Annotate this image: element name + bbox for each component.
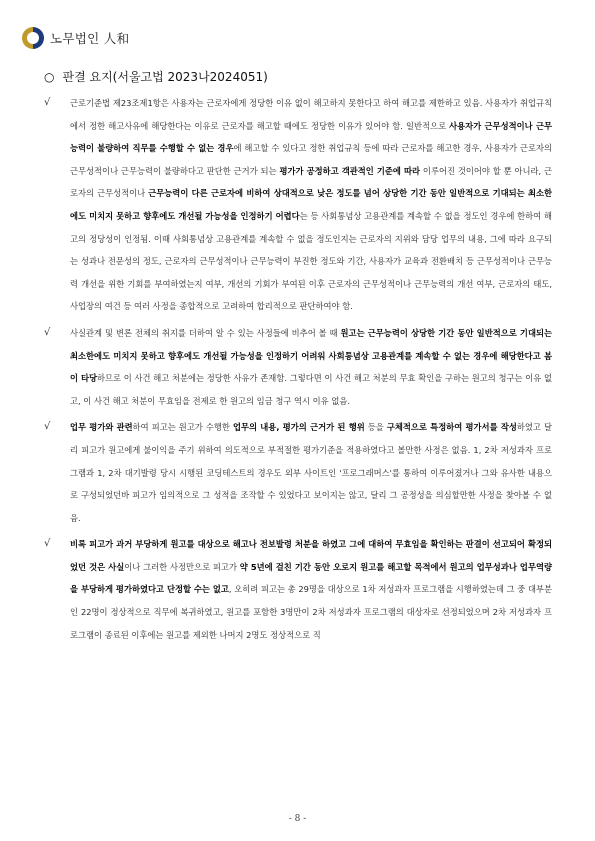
paragraph-3 <box>70 416 552 529</box>
header-logo <box>22 27 129 49</box>
paragraph-2 <box>70 322 552 412</box>
body-text: 하였고 달리 피고가 원고에게 불이익을 주기 위하여 의도적으로 부적절한 평가기준을 적용하였다고 볼만한 사정은 없음. 1, 2차 저성과자 프로그램과 1, 2차 대기발령 당시 시행된 코딩테스트의 경우도 외부 사이트인 '프로그래머스'를 통하여 이루어졌거나 그와 유사한 내용으로 구성되었던바 피고가 임의적으로 그 성적을 조작할 수 있었다고 보이지는 않고, 달리 그 공정성을 의심할만한 사정을 찾아볼 수 없음. <box>70 422 552 523</box>
emphasized-text: 업무 평가와 관련 <box>70 422 133 433</box>
check-mark-icon: √ <box>44 538 51 550</box>
circle-bullet-icon: ○ <box>44 70 55 84</box>
emphasized-text: 구체적으로 특정하여 평가서를 작성 <box>386 422 517 433</box>
ruling-item <box>44 322 552 412</box>
page-number: - 8 - <box>288 814 307 824</box>
emphasized-text: 사용자가 근무성적이나 근무능력이 불량하여 직무를 수행할 수 없는 경우 <box>70 120 552 154</box>
emphasized-text: 평가가 공정하고 객관적인 기준에 따라 <box>279 165 421 176</box>
inhwa-logo-icon <box>22 27 44 49</box>
body-text: 하므로 이 사건 해고 처분에는 정당한 사유가 존재함. 그렇다면 이 사건 해고 처분의 무효 확인을 구하는 원고의 청구는 이유 없고, 이 사건 해고 처분이 무효임을 전제로 한 원고의 임금 청구 역시 이유 없음. <box>70 373 552 406</box>
section-title: 판결 요지(서울고법 2023나2024051) <box>62 70 268 84</box>
org-name: 노무법인 人和 <box>50 31 130 46</box>
body-text: 이나 그러한 사정만으로 피고가 <box>124 561 240 572</box>
body-text: 이루어진 것이어야 할 뿐 아니라, 근로자의 근무성적이나 <box>70 165 553 199</box>
check-mark-icon: √ <box>44 421 51 433</box>
check-mark-icon: √ <box>44 326 51 338</box>
ruling-item <box>44 92 552 318</box>
emphasized-text: 약 5년에 걸친 기간 동안 오로지 원고를 해고할 목적에서 원고의 업무성과나 업무역량을 부당하게 평가하였다고 단정할 수는 없고 <box>70 561 552 595</box>
emphasized-text: 근무능력이 다른 근로자에 비하여 상대적으로 낮은 정도를 넘어 상당한 기간 동안 일반적으로 기대되는 최소한에도 미치지 못하고 향후에도 개선될 가능성을 인정하기 어렵다 <box>70 188 552 221</box>
body-text: 하여 피고는 원고가 수행한 <box>132 422 233 433</box>
section-heading <box>44 68 268 85</box>
paragraph-1 <box>70 92 552 318</box>
paragraph-4 <box>70 533 552 646</box>
emphasized-text: 비록 피고가 과거 부당하게 원고를 대상으로 해고나 전보발령 처분을 하였고 그에 대하여 무효임을 확인하는 판결이 선고되어 확정되었던 것은 사실 <box>70 539 552 572</box>
body-text: 근로기준법 제23조제1항은 사용자는 근로자에게 정당한 이유 없이 해고하지 못한다고 하여 해고를 제한하고 있음. 사용자가 취업규칙에서 정한 해고사유에 해당한다는 이유로 근로자를 해고할 때에도 정당한 이유가 있어야 함. 일반적으로 <box>70 98 552 131</box>
emphasized-text: 원고는 근무능력이 상당한 기간 동안 일반적으로 기대되는 최소한에도 미치지 못하고 향후에도 개선될 가능성을 인정하기 어려워 사회통념상 고용관계를 계속할 수 없는 경우에 해당한다고 봄이 타당 <box>70 327 552 384</box>
body-text: , 오히려 피고는 총 29명을 대상으로 1차 저성과자 프로그램을 시행하였는데 그 중 대부분인 22명이 정상적으로 직무에 복귀하였고, 원고를 포함한 3명만이 2차 저성과자 프로그램의 대상자로 선정되었으며 2차 저성과자 프로그램이 종료된 이후에는 원고를 제외한 나머지 2명도 정상적으로 직 <box>70 584 552 640</box>
check-mark-icon: √ <box>44 97 51 108</box>
ruling-item <box>44 416 552 529</box>
body-text: 는 등 사회통념상 고용관계를 계속할 수 없을 정도인 경우에 한하여 해고의 정당성이 인정됨. 이때 사회통념상 고용관계를 계속할 수 없을 정도인지는 근로자의 지위와 담당 업무의 내용, 그에 따라 요구되는 성과나 전문성의 정도, 근로자의 근무성적이나 근무능력이 부진한 정도와 기간, 사용자가 교육과 전환배치 등 근무성적이나 근무능력 개선을 위한 기회를 부여하였는지 여부, 개선의 기회가 부여된 이후 근로자의 근무성적이나 근무능력의 개선 여부, 근로자의 태도, 사업장의 여건 등 여러 사정을 종합적으로 고려하여 합리적으로 판단하여야 함. <box>70 210 553 312</box>
body-text: 사실관계 및 변론 전체의 취지를 더하여 알 수 있는 사정들에 비추어 볼 때 <box>70 327 341 338</box>
body-text: 등을 <box>364 422 387 433</box>
ruling-summary-list <box>44 92 552 650</box>
body-text: 에 해고할 수 있다고 정한 취업규칙 등에 따라 근로자를 해고한 경우, 사용자가 근로자의 근무성적이나 근무능력이 불량하다고 판단한 근거가 되는 <box>70 143 552 176</box>
ruling-item <box>44 533 552 646</box>
emphasized-text: 업무의 내용, 평가의 근거가 된 행위 <box>232 422 365 433</box>
